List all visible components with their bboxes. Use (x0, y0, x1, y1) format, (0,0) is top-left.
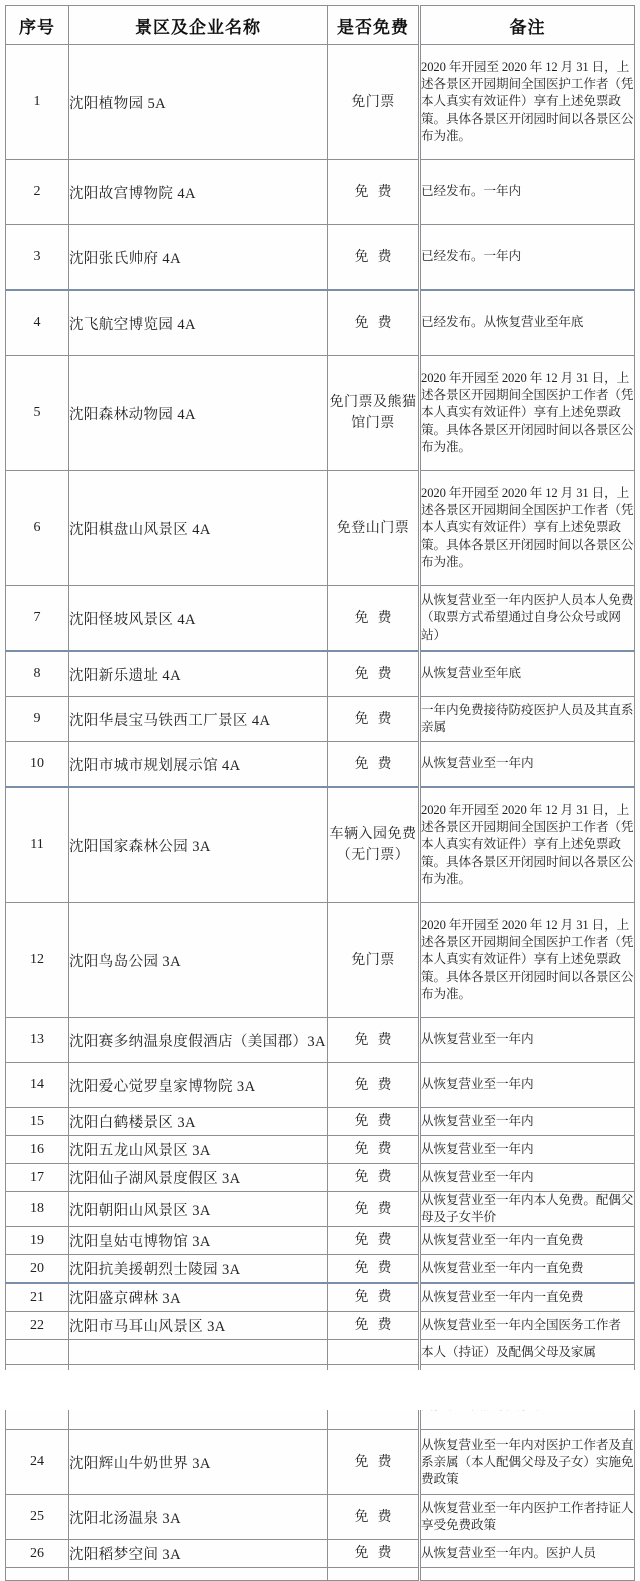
row-index-cell (6, 1340, 69, 1365)
page-bottom-clip (0, 1370, 640, 1410)
table-header (6, 6, 635, 45)
row-name-cell: 沈阳森林动物园 4A (69, 356, 328, 471)
row-remark-cell: 从恢复营业至一年内医护工作者持证人享受免费政策 (420, 1495, 635, 1540)
row-free-cell (328, 1108, 420, 1136)
row-name-cell: 沈阳五龙山风景区 3A (69, 1136, 328, 1164)
table-row (6, 1255, 635, 1284)
row-remark-cell: 从恢复营业至一年内一直免费 (420, 1283, 635, 1312)
row-index-cell: 9 (6, 697, 69, 742)
free-label: 免费 (354, 1170, 401, 1185)
table-row (6, 160, 635, 225)
row-name-cell: 沈阳仙子湖风景度假区 3A (69, 1164, 328, 1192)
table-body (6, 45, 635, 1581)
table-row (6, 697, 635, 742)
row-remark-cell: 从恢复营业至一年内。医护人员 (420, 1540, 635, 1568)
row-remark-cell: 已经发布。一年内 (420, 225, 635, 291)
row-name-cell: 沈阳北汤温泉 3A (69, 1495, 328, 1540)
free-label: 免费 (354, 1077, 401, 1093)
free-label: 免费 (354, 1546, 401, 1562)
row-remark-cell: 从恢复营业至一年内本人免费。配偶父母及子女半价 (420, 1192, 635, 1227)
row-free-cell (328, 1568, 420, 1581)
table-row (6, 1340, 635, 1365)
row-name-cell: 沈飞航空博览园 4A (69, 290, 328, 356)
row-remark-cell: 2020 年开园至 2020 年 12 月 31 日，上述各景区开园期间全国医护工作者（凭本人真实有效证件）享有上述免票政策。具体各景区开闭园时间以各景区公布为准。 (420, 471, 635, 586)
table-header-row (6, 6, 635, 45)
row-free-cell (328, 651, 420, 697)
table-row (6, 1283, 635, 1312)
free-label: 免费 (354, 711, 401, 727)
free-label: 免费 (354, 1454, 401, 1470)
row-free-cell: 免登山门票 (328, 471, 420, 586)
row-remark-cell: 从恢复营业至一年内 (420, 1018, 635, 1063)
row-name-cell: 沈阳白鹤楼景区 3A (69, 1108, 328, 1136)
row-index-cell: 12 (6, 903, 69, 1018)
row-free-cell: 免门票及熊猫馆门票 (328, 356, 420, 471)
free-label: 免费 (354, 756, 401, 772)
row-free-cell: 免门票 (328, 45, 420, 160)
table-row (6, 586, 635, 652)
row-index-cell: 13 (6, 1018, 69, 1063)
row-remark-cell: 从恢复营业至一年内 (420, 742, 635, 788)
row-name-cell: 沈阳华晨宝马铁西工厂景区 4A (69, 697, 328, 742)
row-name-cell: 沈阳爱心觉罗皇家博物院 3A (69, 1063, 328, 1108)
row-name-cell: 沈阳稻梦空间 3A (69, 1540, 328, 1568)
row-free-cell (328, 1063, 420, 1108)
table-row (6, 1063, 635, 1108)
row-index-cell: 11 (6, 787, 69, 903)
row-index-cell: 16 (6, 1136, 69, 1164)
row-index-cell: 22 (6, 1312, 69, 1340)
row-index-cell: 20 (6, 1255, 69, 1284)
row-remark-cell: 从恢复营业至一年内全国医务工作者 (420, 1312, 635, 1340)
table-row (6, 1495, 635, 1540)
row-remark-cell: 从恢复营业至一年内一直免费 (420, 1255, 635, 1284)
free-label: 免费 (354, 1233, 401, 1249)
row-free-cell (328, 1227, 420, 1255)
row-remark-cell: 从恢复营业至一年内 (420, 1164, 635, 1192)
row-index-cell: 8 (6, 651, 69, 697)
row-index-cell (6, 1568, 69, 1581)
table-row (6, 290, 635, 356)
column-header-remark: 备注 (420, 6, 635, 45)
free-label: 免费 (354, 1261, 401, 1277)
row-free-cell: 免门票 (328, 903, 420, 1018)
row-index-cell: 3 (6, 225, 69, 291)
table-row (6, 1164, 635, 1192)
table-row (6, 651, 635, 697)
row-name-cell: 沈阳赛多纳温泉度假酒店（美国郡）3A (69, 1018, 328, 1063)
row-remark-cell: 从恢复营业至一年内 (420, 1063, 635, 1108)
row-name-cell: 沈阳怪坡风景区 4A (69, 586, 328, 652)
row-remark-cell: 一年内免费接待防疫医护人员及其直系亲属 (420, 697, 635, 742)
row-name-cell (69, 1340, 328, 1365)
table-row (6, 356, 635, 471)
row-name-cell: 沈阳抗美援朝烈士陵园 3A (69, 1255, 328, 1284)
row-free-cell (328, 1018, 420, 1063)
row-index-cell: 21 (6, 1283, 69, 1312)
row-name-cell: 沈阳故宫博物院 4A (69, 160, 328, 225)
row-name-cell: 沈阳鸟岛公园 3A (69, 903, 328, 1018)
row-name-cell: 沈阳植物园 5A (69, 45, 328, 160)
row-free-cell (328, 160, 420, 225)
row-remark-cell: 2020 年开园至 2020 年 12 月 31 日，上述各景区开园期间全国医护工作者（凭本人真实有效证件）享有上述免票政策。具体各景区开闭园时间以各景区公布为准。 (420, 356, 635, 471)
table-row (6, 787, 635, 903)
row-remark-cell: 从恢复营业至一年内一直免费 (420, 1227, 635, 1255)
free-label: 免费 (354, 666, 401, 682)
policy-table (5, 5, 635, 1581)
row-free-cell (328, 697, 420, 742)
free-label: 免费 (354, 184, 401, 200)
free-label: 免费 (354, 1142, 401, 1157)
row-remark-cell: 已经发布。一年内 (420, 160, 635, 225)
free-label: 免费 (354, 315, 401, 331)
row-remark-cell: 已经发布。从恢复营业至年底 (420, 290, 635, 356)
row-free-cell (328, 1540, 420, 1568)
row-name-cell: 沈阳张氏帅府 4A (69, 225, 328, 291)
free-label: 免费 (354, 1318, 401, 1334)
table-row (6, 903, 635, 1018)
row-remark-cell: 2020 年开园至 2020 年 12 月 31 日，上述各景区开园期间全国医护工作者（凭本人真实有效证件）享有上述免票政策。具体各景区开闭园时间以各景区公布为准。 (420, 787, 635, 903)
column-header-free: 是否免费 (328, 6, 420, 45)
table-row (6, 1540, 635, 1568)
free-label: 免费 (354, 1032, 401, 1048)
row-index-cell: 6 (6, 471, 69, 586)
row-remark-cell: 2020 年开园至 2020 年 12 月 31 日，上述各景区开园期间全国医护工作者（凭本人真实有效证件）享有上述免票政策。具体各景区开闭园时间以各景区公布为准。 (420, 45, 635, 160)
row-index-cell: 26 (6, 1540, 69, 1568)
row-remark-cell: 本人（持证）及配偶父母及家属 (420, 1340, 635, 1365)
row-index-cell: 10 (6, 742, 69, 788)
row-index-cell: 18 (6, 1192, 69, 1227)
row-name-cell: 沈阳国家森林公园 3A (69, 787, 328, 903)
row-free-cell (328, 586, 420, 652)
row-name-cell: 沈阳新乐遗址 4A (69, 651, 328, 697)
row-index-cell: 1 (6, 45, 69, 160)
table-row (6, 1312, 635, 1340)
row-remark-cell: 从恢复营业至年底 (420, 651, 635, 697)
row-remark-cell (420, 1568, 635, 1581)
free-label: 免费 (354, 1290, 401, 1306)
row-index-cell: 19 (6, 1227, 69, 1255)
row-remark-cell: 从恢复营业至一年内 (420, 1136, 635, 1164)
column-header-name: 景区及企业名称 (69, 6, 328, 45)
row-free-cell (328, 1255, 420, 1284)
row-index-cell: 25 (6, 1495, 69, 1540)
row-index-cell: 2 (6, 160, 69, 225)
row-free-cell (328, 1283, 420, 1312)
row-name-cell: 沈阳朝阳山风景区 3A (69, 1192, 328, 1227)
table-row (6, 471, 635, 586)
row-name-cell: 沈阳市城市规划展示馆 4A (69, 742, 328, 788)
row-free-cell (328, 1312, 420, 1340)
free-label: 免费 (354, 610, 401, 626)
row-index-cell: 14 (6, 1063, 69, 1108)
row-index-cell: 15 (6, 1108, 69, 1136)
table-row (6, 1430, 635, 1495)
row-index-cell: 24 (6, 1430, 69, 1495)
row-free-cell: 车辆入园免费（无门票） (328, 787, 420, 903)
column-header-index: 序号 (6, 6, 69, 45)
row-free-cell (328, 1430, 420, 1495)
row-remark-cell: 从恢复营业至一年内医护人员本人免费（取票方式希望通过自身公众号或网站） (420, 586, 635, 652)
table-row (6, 1108, 635, 1136)
row-free-cell (328, 290, 420, 356)
row-free-cell (328, 1164, 420, 1192)
table-row (6, 742, 635, 788)
row-index-cell: 7 (6, 586, 69, 652)
row-free-cell (328, 1192, 420, 1227)
row-free-cell (328, 1136, 420, 1164)
row-free-cell (328, 1340, 420, 1365)
row-remark-cell: 从恢复营业至一年内对医护工作者及直系亲属（本人配偶父母及子女）实施免费政策 (420, 1430, 635, 1495)
row-name-cell (69, 1568, 328, 1581)
row-index-cell: 4 (6, 290, 69, 356)
row-name-cell: 沈阳皇姑屯博物馆 3A (69, 1227, 328, 1255)
table-row (6, 1136, 635, 1164)
row-index-cell: 17 (6, 1164, 69, 1192)
free-label: 免费 (354, 1201, 401, 1217)
row-remark-cell: 从恢复营业至一年内 (420, 1108, 635, 1136)
free-label: 免费 (354, 249, 401, 265)
table-row (6, 1192, 635, 1227)
row-name-cell: 沈阳辉山牛奶世界 3A (69, 1430, 328, 1495)
row-free-cell (328, 1495, 420, 1540)
free-label: 免费 (354, 1509, 401, 1525)
row-remark-cell: 2020 年开园至 2020 年 12 月 31 日，上述各景区开园期间全国医护工作者（凭本人真实有效证件）享有上述免票政策。具体各景区开闭园时间以各景区公布为准。 (420, 903, 635, 1018)
row-name-cell: 沈阳盛京碑林 3A (69, 1283, 328, 1312)
free-label: 免费 (354, 1114, 401, 1129)
table-row (6, 1227, 635, 1255)
row-free-cell (328, 225, 420, 291)
row-name-cell: 沈阳市马耳山风景区 3A (69, 1312, 328, 1340)
row-free-cell (328, 742, 420, 788)
row-name-cell: 沈阳棋盘山风景区 4A (69, 471, 328, 586)
table-row (6, 45, 635, 160)
table-row (6, 1018, 635, 1063)
table-row (6, 1568, 635, 1581)
row-index-cell: 5 (6, 356, 69, 471)
table-row (6, 225, 635, 291)
